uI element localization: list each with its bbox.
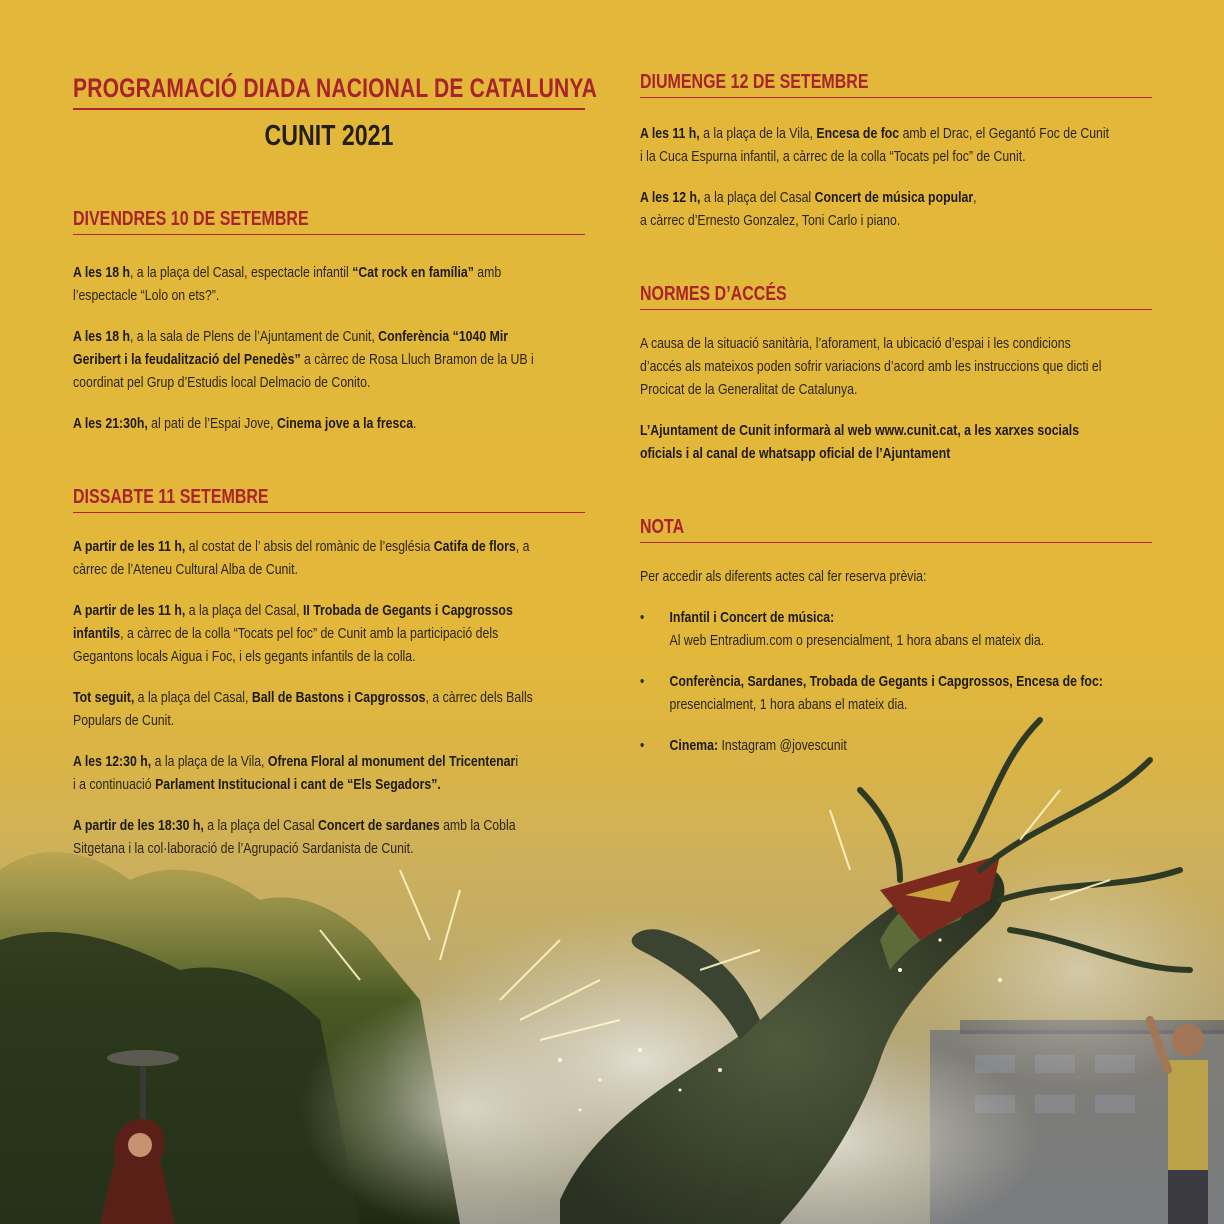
section-divider [73,512,585,513]
event-text: , a la sala de Plens de l’Ajuntament de Cunit, [129,328,379,345]
event-time: A les 18 h [73,328,130,345]
event-text: a la plaça de la Vila, [699,125,817,142]
list-item-detail: Al web Entradium.com o presencialment, 1 hora abans el mateix dia. [669,632,1045,649]
event-entry [73,325,573,394]
list-item-text [670,606,1045,652]
event-text: . [413,415,417,432]
event-title: Geribert i la feudalització del Penedès” [73,351,301,368]
event-text: amb la Cobla [439,817,516,834]
list-item [640,734,1140,757]
event-title: Conferència “1040 Mir [378,328,509,345]
section-heading: DIVENDRES 10 DE SETEMBRE [73,208,309,230]
event-entry [640,122,1140,168]
section-divider [73,234,585,235]
left-column [73,70,598,860]
event-time: A les 12:30 h, [73,753,152,770]
section-note [640,515,1152,757]
event-entry [640,186,1140,232]
event-entry [73,686,573,732]
event-text: coordinat pel Grup d’Estudis local Delmacio de Conito. [73,374,371,391]
rules-line: A causa de la situació sanitària, l’aforament, la ubicació d’espai i les condicions [640,335,1071,352]
list-item [640,606,1140,652]
right-column [640,70,1152,757]
bullet-icon: • [640,609,645,626]
event-entry [73,535,573,581]
event-text: a la plaça de la Vila, [151,753,268,770]
section-divider [640,97,1152,98]
section-saturday [73,485,585,860]
note-intro: Per accedir als diferents actes cal fer reserva prèvia: [640,568,927,585]
bullet-icon: • [640,737,645,754]
event-text: Sitgetana i la col·laboració de l’Agrupació Sardanista de Cunit. [73,840,414,857]
event-text: , a càrrec de la colla “Tocats pel foc” de Cunit amb la participació dels [120,625,499,642]
list-item-text [670,734,847,757]
event-text: a la plaça del Casal [700,189,815,206]
rules-line: Procicat de la Generalitat de Catalunya. [640,381,858,398]
event-title: infantils [73,625,121,642]
event-entry [73,750,573,796]
event-time: A les 18 h [73,264,130,281]
event-text: a la plaça del Casal, [185,602,303,619]
list-item [640,670,1140,716]
rules-text [640,332,1140,401]
notice-line: L’Ajuntament de Cunit informarà al web www.cunit.cat, a les xarxes socials [640,422,1080,439]
notice-line: oficials i al canal de whatsapp oficial de l’Ajuntament [640,445,951,462]
event-text: , a càrrec dels Balls [425,689,533,706]
event-text: Populars de Cunit. [73,712,175,729]
section-heading: DIUMENGE 12 DE SETEMBRE [640,71,869,93]
event-title: Cinema jove a la fresca [276,415,414,432]
section-divider [640,309,1152,310]
event-text: a la plaça del Casal [203,817,318,834]
event-entry [73,412,573,435]
event-text: i la Cuca Espurna infantil, a càrrec de la colla “Tocats pel foc” de Cunit. [640,148,1026,165]
event-time: A les 21:30h, [73,415,148,432]
rules-line: d’accés als mateixos poden sofrir variacions d’acord amb les instruccions que dicti el [640,358,1102,375]
event-text: a càrrec de Rosa Lluch Bramon de la UB i [300,351,534,368]
event-entry [73,599,573,668]
section-heading: NORMES D’ACCÉS [640,283,787,305]
event-time: A les 12 h, [640,189,701,206]
event-text: al pati de l’Espai Jove, [147,415,277,432]
list-item-title: Infantil i Concert de música: [669,609,835,626]
event-text: a la plaça del Casal, [134,689,252,706]
event-text: amb [473,264,502,281]
event-title: Parlament Institucional i cant de “Els Segadors”. [155,776,441,793]
event-text: a càrrec d’Ernesto Gonzalez, Toni Carlo i piano. [640,212,901,229]
event-text: amb el Drac, el Gegantó Foc de Cunit [899,125,1110,142]
section-heading: DISSABTE 11 SETEMBRE [73,486,269,508]
event-time: A partir de les 18:30 h, [73,817,204,834]
event-text: , [973,189,977,206]
event-title: II Trobada de Gegants i Capgrossos [302,602,513,619]
list-item-title: Cinema: [669,737,719,754]
event-text: al costat de l’ absis del romànic de l’església [185,538,434,555]
event-entry [73,261,573,307]
event-title: Ball de Bastons i Capgrossos [251,689,426,706]
list-item-text [670,670,1103,716]
title-divider [73,108,585,110]
page-subtitle: CUNIT 2021 [264,120,394,152]
bullet-icon: • [640,673,645,690]
event-title: Catifa de flors [433,538,516,555]
event-text: l’espectacle “Lolo on ets?”. [73,287,220,304]
list-item-title: Conferència, Sardanes, Trobada de Gegants i Capgrossos, Encesa de foc: [669,673,1103,690]
section-access-rules [640,282,1152,465]
page-title: PROGRAMACIÓ DIADA NACIONAL DE CATALUNYA [73,73,598,103]
event-text: i a continuació [73,776,156,793]
list-item-detail: Instagram @jovescunit [718,737,847,754]
event-entry [73,814,573,860]
event-text: Gegantons locals Aigua i Foc, i els gegants infantils de la colla. [73,648,416,665]
event-time: A les 11 h, [640,125,700,142]
event-time: A partir de les 11 h, [73,602,186,619]
section-friday [73,207,585,435]
event-text: , a [515,538,530,555]
event-time: Tot seguit, [73,689,135,706]
section-divider [640,542,1152,543]
event-title: Concert de sardanes [317,817,440,834]
event-time: A partir de les 11 h, [73,538,186,555]
event-text: càrrec de l’Ateneu Cultural Alba de Cunit. [73,561,298,578]
rules-notice [640,419,1140,465]
list-item-detail: presencialment, 1 hora abans el mateix dia. [669,696,908,713]
event-title: Concert de música popular [814,189,974,206]
section-heading: NOTA [640,516,685,538]
event-text: i [515,753,519,770]
event-text: , a la plaça del Casal, espectacle infantil [129,264,353,281]
event-title: Ofrena Floral al monument del Tricentenar [267,753,516,770]
event-title: “Cat rock en família” [352,264,474,281]
section-sunday [640,70,1152,232]
event-title: Encesa de foc [816,125,900,142]
